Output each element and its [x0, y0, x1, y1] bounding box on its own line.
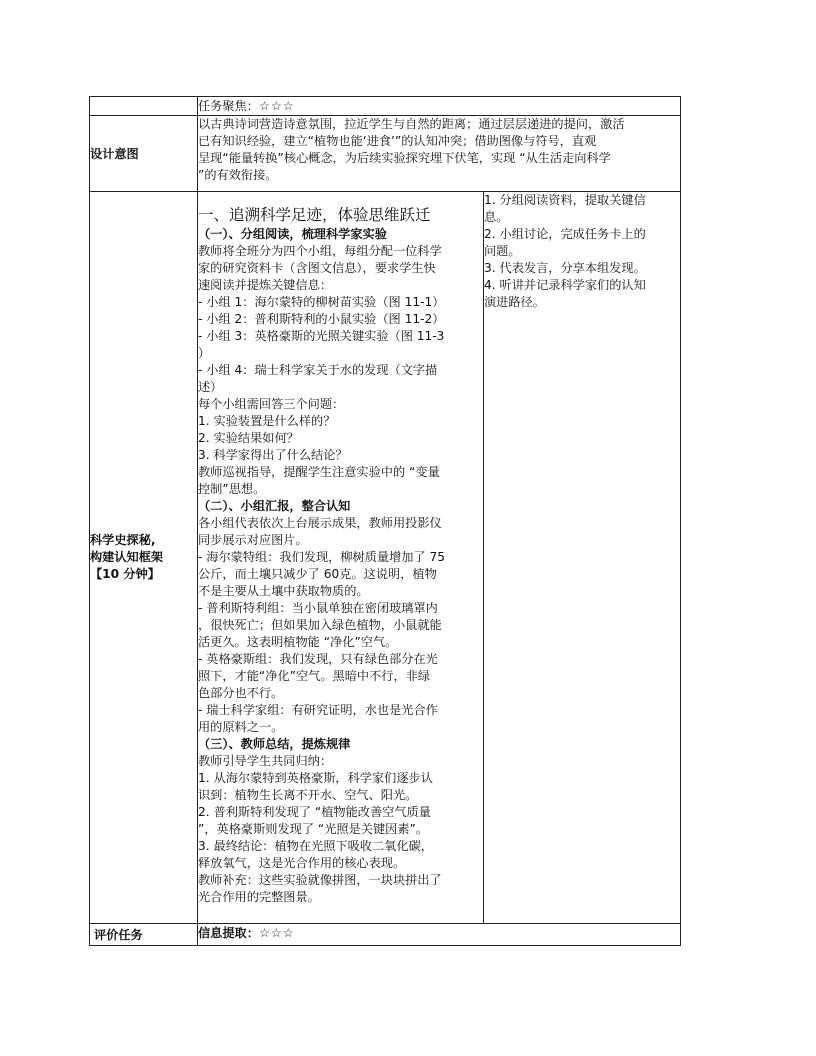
teacher-activity-cell	[198, 192, 484, 924]
row-evaluation	[90, 924, 681, 946]
body-line: 速阅读并提炼关键信息：	[198, 278, 333, 292]
science-history-label-line: 构建认知框架	[90, 550, 164, 564]
student-activity-line: 2. 小组讨论，完成任务卡上的	[484, 227, 646, 241]
body-line: 同步展示对应图片。	[198, 533, 308, 547]
design-intent-text	[198, 116, 681, 192]
row-task-focus-label	[90, 97, 198, 116]
body-line: 3. 最终结论：植物在光照下吸收二氧化碳，	[198, 839, 433, 853]
body-line: 1. 从海尔蒙特到英格豪斯，科学家们逐步认	[198, 771, 433, 785]
task-focus-cell	[198, 97, 681, 116]
body-line: - 小组 4：瑞士科学家关于水的发现（文字描	[198, 363, 438, 377]
body-line: 释放氧气，这是光合作用的核心表现。	[198, 856, 406, 870]
teacher-activity-text	[198, 226, 483, 906]
design-intent-line: 以古典诗词营造诗意氛围，拉近学生与自然的距离；通过层层递进的提问，激活	[198, 117, 625, 131]
body-line: ）	[198, 346, 211, 360]
body-line: - 瑞士科学家组：有研究证明，水也是光合作	[198, 703, 438, 717]
student-activity-line: 演进路径。	[484, 295, 545, 309]
design-intent-line: ”的有效衔接。	[198, 168, 278, 182]
science-history-label-line: 科学史探秘,	[90, 533, 156, 547]
row-science-history	[90, 192, 681, 924]
student-activity-line: 问题。	[484, 244, 521, 258]
body-line: - 小组 3：英格豪斯的光照关键实验（图 11-3	[198, 329, 445, 343]
body-line: 2. 实验结果如何？	[198, 431, 299, 445]
body-line: ”，英格豪斯则发现了 “光照是关键因素”。	[198, 822, 429, 836]
student-activity-text	[484, 192, 680, 311]
student-activity-line: 1. 分组阅读资料，提取关键信	[484, 193, 646, 207]
body-line: - 小组 2：普利斯特利的小鼠实验（图 11-2）	[198, 312, 445, 326]
science-history-label-line: 【10 分钟】	[90, 567, 160, 581]
body-line: 教师将全班分为四个小组，每组分配一位科学	[198, 244, 442, 258]
student-activity-line: 3. 代表发言，分享本组发现。	[484, 261, 646, 275]
evaluation-label: 评价任务	[90, 924, 198, 946]
evaluation-text: 信息提取：	[198, 926, 259, 940]
design-intent-line: 呈现“能量转换”核心概念，为后续实验探究埋下伏笔，实现 “从生活走向科学	[198, 151, 611, 165]
body-line: - 英格豪斯组：我们发现，只有绿色部分在光	[198, 652, 438, 666]
body-line: 家的研究资料卡（含图文信息），要求学生快	[198, 261, 436, 275]
task-focus-stars: ☆☆☆	[258, 99, 295, 113]
subsection-heading: （一）、分组阅读，梳理科学家实验	[198, 227, 387, 241]
body-line: 每个小组需回答三个问题：	[198, 397, 345, 411]
student-activity-line: 息。	[484, 210, 509, 224]
row-task-focus	[90, 97, 681, 116]
body-line: 公斤，而土壤只减少了 60克。这说明，植物	[198, 567, 437, 581]
body-line: 照下，才能“净化”空气。黑暗中不行，非绿	[198, 669, 431, 683]
body-line: 控制”思想。	[198, 482, 266, 496]
body-line: 识到：植物生长离不开水、空气、阳光。	[198, 788, 418, 802]
body-line: 2. 普利斯特利发现了 “植物能改善空气质量	[198, 805, 431, 819]
body-line: - 海尔蒙特组：我们发现，柳树质量增加了 75	[198, 550, 446, 564]
body-line: 1. 实验装置是什么样的？	[198, 414, 336, 428]
body-line: 述）	[198, 380, 223, 394]
design-intent-line: 已有知识经验，建立“植物也能‘进食’”的认知冲突；借助图像与符号，直观	[198, 134, 597, 148]
student-activity-cell	[484, 192, 681, 924]
section-heading: 一、追溯科学足迹，体验思维跃迁	[198, 206, 431, 224]
body-line: 色部分也不行。	[198, 686, 284, 700]
subsection-heading: （三）、教师总结，提炼规律	[198, 737, 351, 751]
body-line: 不是主要从土壤中获取物质的。	[198, 584, 369, 598]
student-activity-line: 4. 听讲并记录科学家们的认知	[484, 278, 646, 292]
evaluation-stars: ☆☆☆	[258, 926, 295, 940]
body-line: 活更久。这表明植物能 “净化”空气。	[198, 635, 398, 649]
body-line: - 小组 1：海尔蒙特的柳树苗实验（图 11-1）	[198, 295, 445, 309]
body-line: 教师巡视指导，提醒学生注意实验中的 “变量	[198, 465, 440, 479]
row-design-intent	[90, 116, 681, 192]
lesson-plan-table	[89, 96, 681, 946]
body-line: 教师引导学生共同归纳：	[198, 754, 333, 768]
design-intent-label: 设计意图	[90, 116, 198, 192]
body-line: 光合作用的完整图景。	[198, 890, 320, 904]
science-history-label	[90, 192, 198, 924]
task-focus-text: 任务聚焦：	[198, 99, 259, 113]
evaluation-cell	[198, 924, 681, 946]
body-line: 各小组代表依次上台展示成果，教师用投影仪	[198, 516, 442, 530]
body-line: ，很快死亡；但如果加入绿色植物，小鼠就能	[198, 618, 442, 632]
body-line: 教师补充：这些实验就像拼图，一块块拼出了	[198, 873, 442, 887]
body-line: 用的原料之一。	[198, 720, 284, 734]
body-line: 3. 科学家得出了什么结论？	[198, 448, 348, 462]
body-line: - 普利斯特利组：当小鼠单独在密闭玻璃罩内	[198, 601, 438, 615]
subsection-heading: （二）、小组汇报，整合认知	[198, 499, 351, 513]
